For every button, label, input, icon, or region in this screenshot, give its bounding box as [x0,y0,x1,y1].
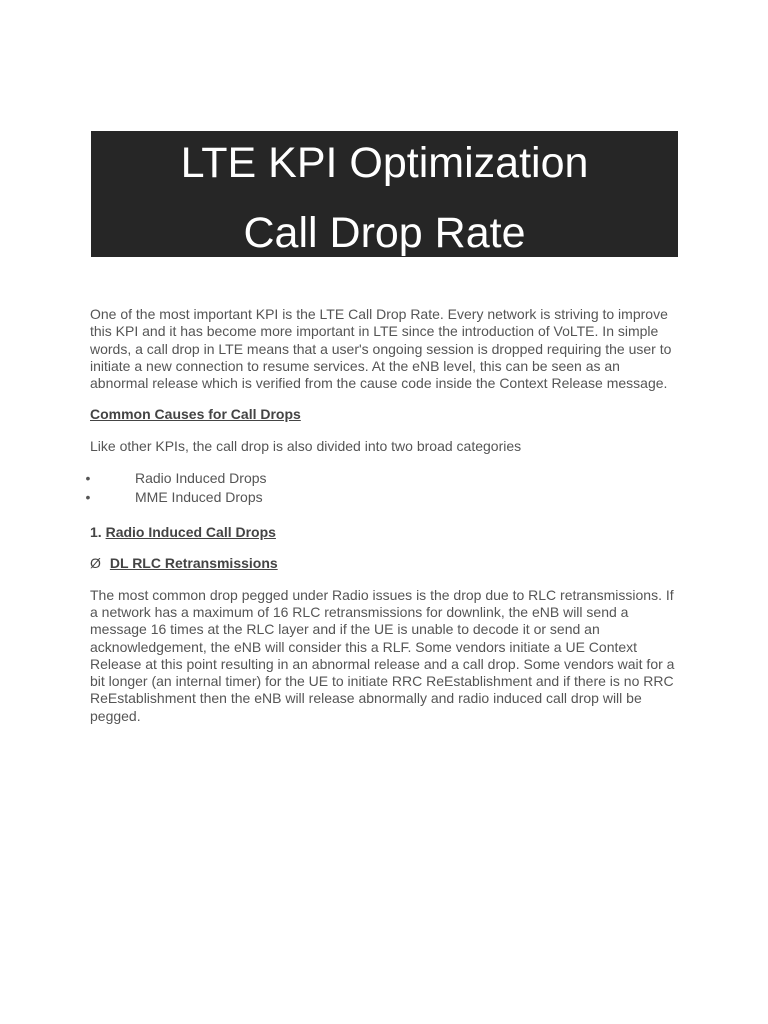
common-causes-paragraph: Like other KPIs, the call drop is also divided into two broad categories [90,437,522,454]
list-item [85,488,680,507]
title-banner [91,131,678,257]
subsection-heading [90,555,680,572]
document-body [85,306,680,739]
empty-set-icon: Ø [90,555,101,572]
list-item-label: MME Induced Drops [135,489,263,506]
section-1-number: 1. [90,524,102,541]
causes-list [85,469,680,507]
title-line-2: Call Drop Rate [243,209,526,257]
section-1-title: Radio Induced Call Drops [105,524,276,541]
common-causes-heading [90,406,680,423]
intro-paragraph: One of the most important KPI is the LTE Call Drop Rate. Every network is striving to improve this KPI and it has become more important in LTE since the introduction of VoLTE. In simple words, a call drop in LTE means that a user's ongoing session is dropped requiring the user to initiate a new connection to resume services. At the eNB level, this can be seen as an abnormal release which is verified from the cause code inside the Context Release message. [90,306,672,392]
bullet-icon: • [85,489,91,506]
bullet-icon: • [85,470,91,487]
subsection-title: DL RLC Retransmissions [109,555,278,572]
subsection-paragraph: The most common drop pegged under Radio issues is the drop due to RLC retransmissions. If a network has a maximum of 16 RLC retransmissions for downlink, the eNB will send a message 16 times at the RLC layer and if the UE is unable to decode it or send an acknowledgement, the eNB will consider this a RLF. Some vendors initiate a UE Context Release at this point resulting in an abnormal release and a call drop. Some vendors wait for a bit longer (an internal timer) for the UE to initiate RRC ReEstablishment and if there is no RRC ReEstablishment then the eNB will release abnormally and radio induced call drop will be pegged. [90,586,675,724]
list-item-label: Radio Induced Drops [135,470,267,487]
title-line-1: LTE KPI Optimization [180,139,589,187]
section-1-heading [90,524,680,541]
list-item [85,469,680,488]
common-causes-heading-text: Common Causes for Call Drops [90,406,301,423]
